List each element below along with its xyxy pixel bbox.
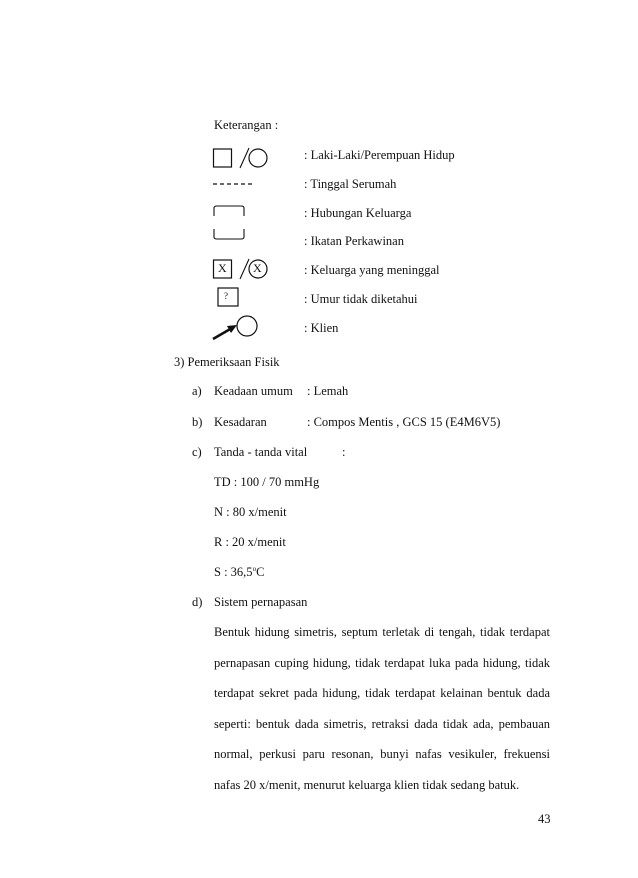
item-marker-d: d)	[192, 595, 203, 609]
legend-text-4: : Ikatan Perkawinan	[304, 234, 404, 248]
square-slash-circle-icon	[212, 146, 268, 170]
deceased-square-circle-icon	[212, 257, 268, 281]
bracket-bottom-icon	[212, 228, 248, 240]
deceased-circle-mark: X	[253, 261, 262, 275]
item-label-a: Keadaan umum	[214, 384, 293, 398]
vital-s-value: S : 36,5	[214, 565, 253, 580]
item-marker-b: b)	[192, 415, 203, 429]
unknown-age-square-icon	[217, 286, 243, 308]
legend-text-6: : Umur tidak diketahui	[304, 292, 418, 306]
page-number: 43	[538, 812, 551, 826]
deceased-square-mark: X	[218, 261, 227, 275]
legend-text-3: : Hubungan Keluarga	[304, 206, 412, 220]
item-value-b: : Compos Mentis , GCS 15 (E4M6V5)	[307, 415, 501, 429]
respiration-paragraph: Bentuk hidung simetris, septum terletak di tengah, tidak terdapat pernapasan cuping hidung, tidak terdapat luka pada hidung, tidak terdapat sekret pada hidung, tidak terdapat kelainan bentuk dada seperti: bentuk dada simetris, retraksi dada tidak ada, pembauan normal, perkusi paru resonan, bunyi nafas vesikuler, frekuensi nafas 20 x/menit, menurut keluarga klien tidak sedang batuk.	[214, 625, 550, 792]
vital-td: TD : 100 / 70 mmHg	[214, 475, 320, 489]
unknown-age-mark: ?	[224, 291, 228, 301]
vital-s-unit: C	[256, 565, 265, 580]
vital-n: N : 80 x/menit	[214, 505, 287, 519]
legend-text-1: : Laki-Laki/Perempuan Hidup	[304, 148, 455, 162]
item-value-a: : Lemah	[307, 384, 349, 398]
legend-text-5: : Keluarga yang meninggal	[304, 263, 440, 277]
section-heading: 3) Pemeriksaan Fisik	[174, 355, 280, 369]
item-label-b: Kesadaran	[214, 415, 267, 429]
vital-s-degree: o	[252, 565, 257, 573]
legend-text-2: : Tinggal Serumah	[304, 177, 397, 191]
vital-r: R : 20 x/menit	[214, 535, 286, 549]
bracket-top-icon	[212, 205, 248, 217]
legend-text-7: : Klien	[304, 321, 339, 335]
legend-title: Keterangan :	[214, 118, 279, 132]
item-marker-c: c)	[192, 445, 202, 459]
vital-s	[214, 565, 264, 580]
dashed-line-icon	[212, 176, 256, 190]
item-marker-a: a)	[192, 384, 202, 398]
item-value-c: :	[342, 445, 346, 459]
item-label-c: Tanda - tanda vital	[214, 445, 308, 459]
arrow-circle-icon	[210, 312, 260, 342]
item-label-d: Sistem pernapasan	[214, 595, 308, 609]
